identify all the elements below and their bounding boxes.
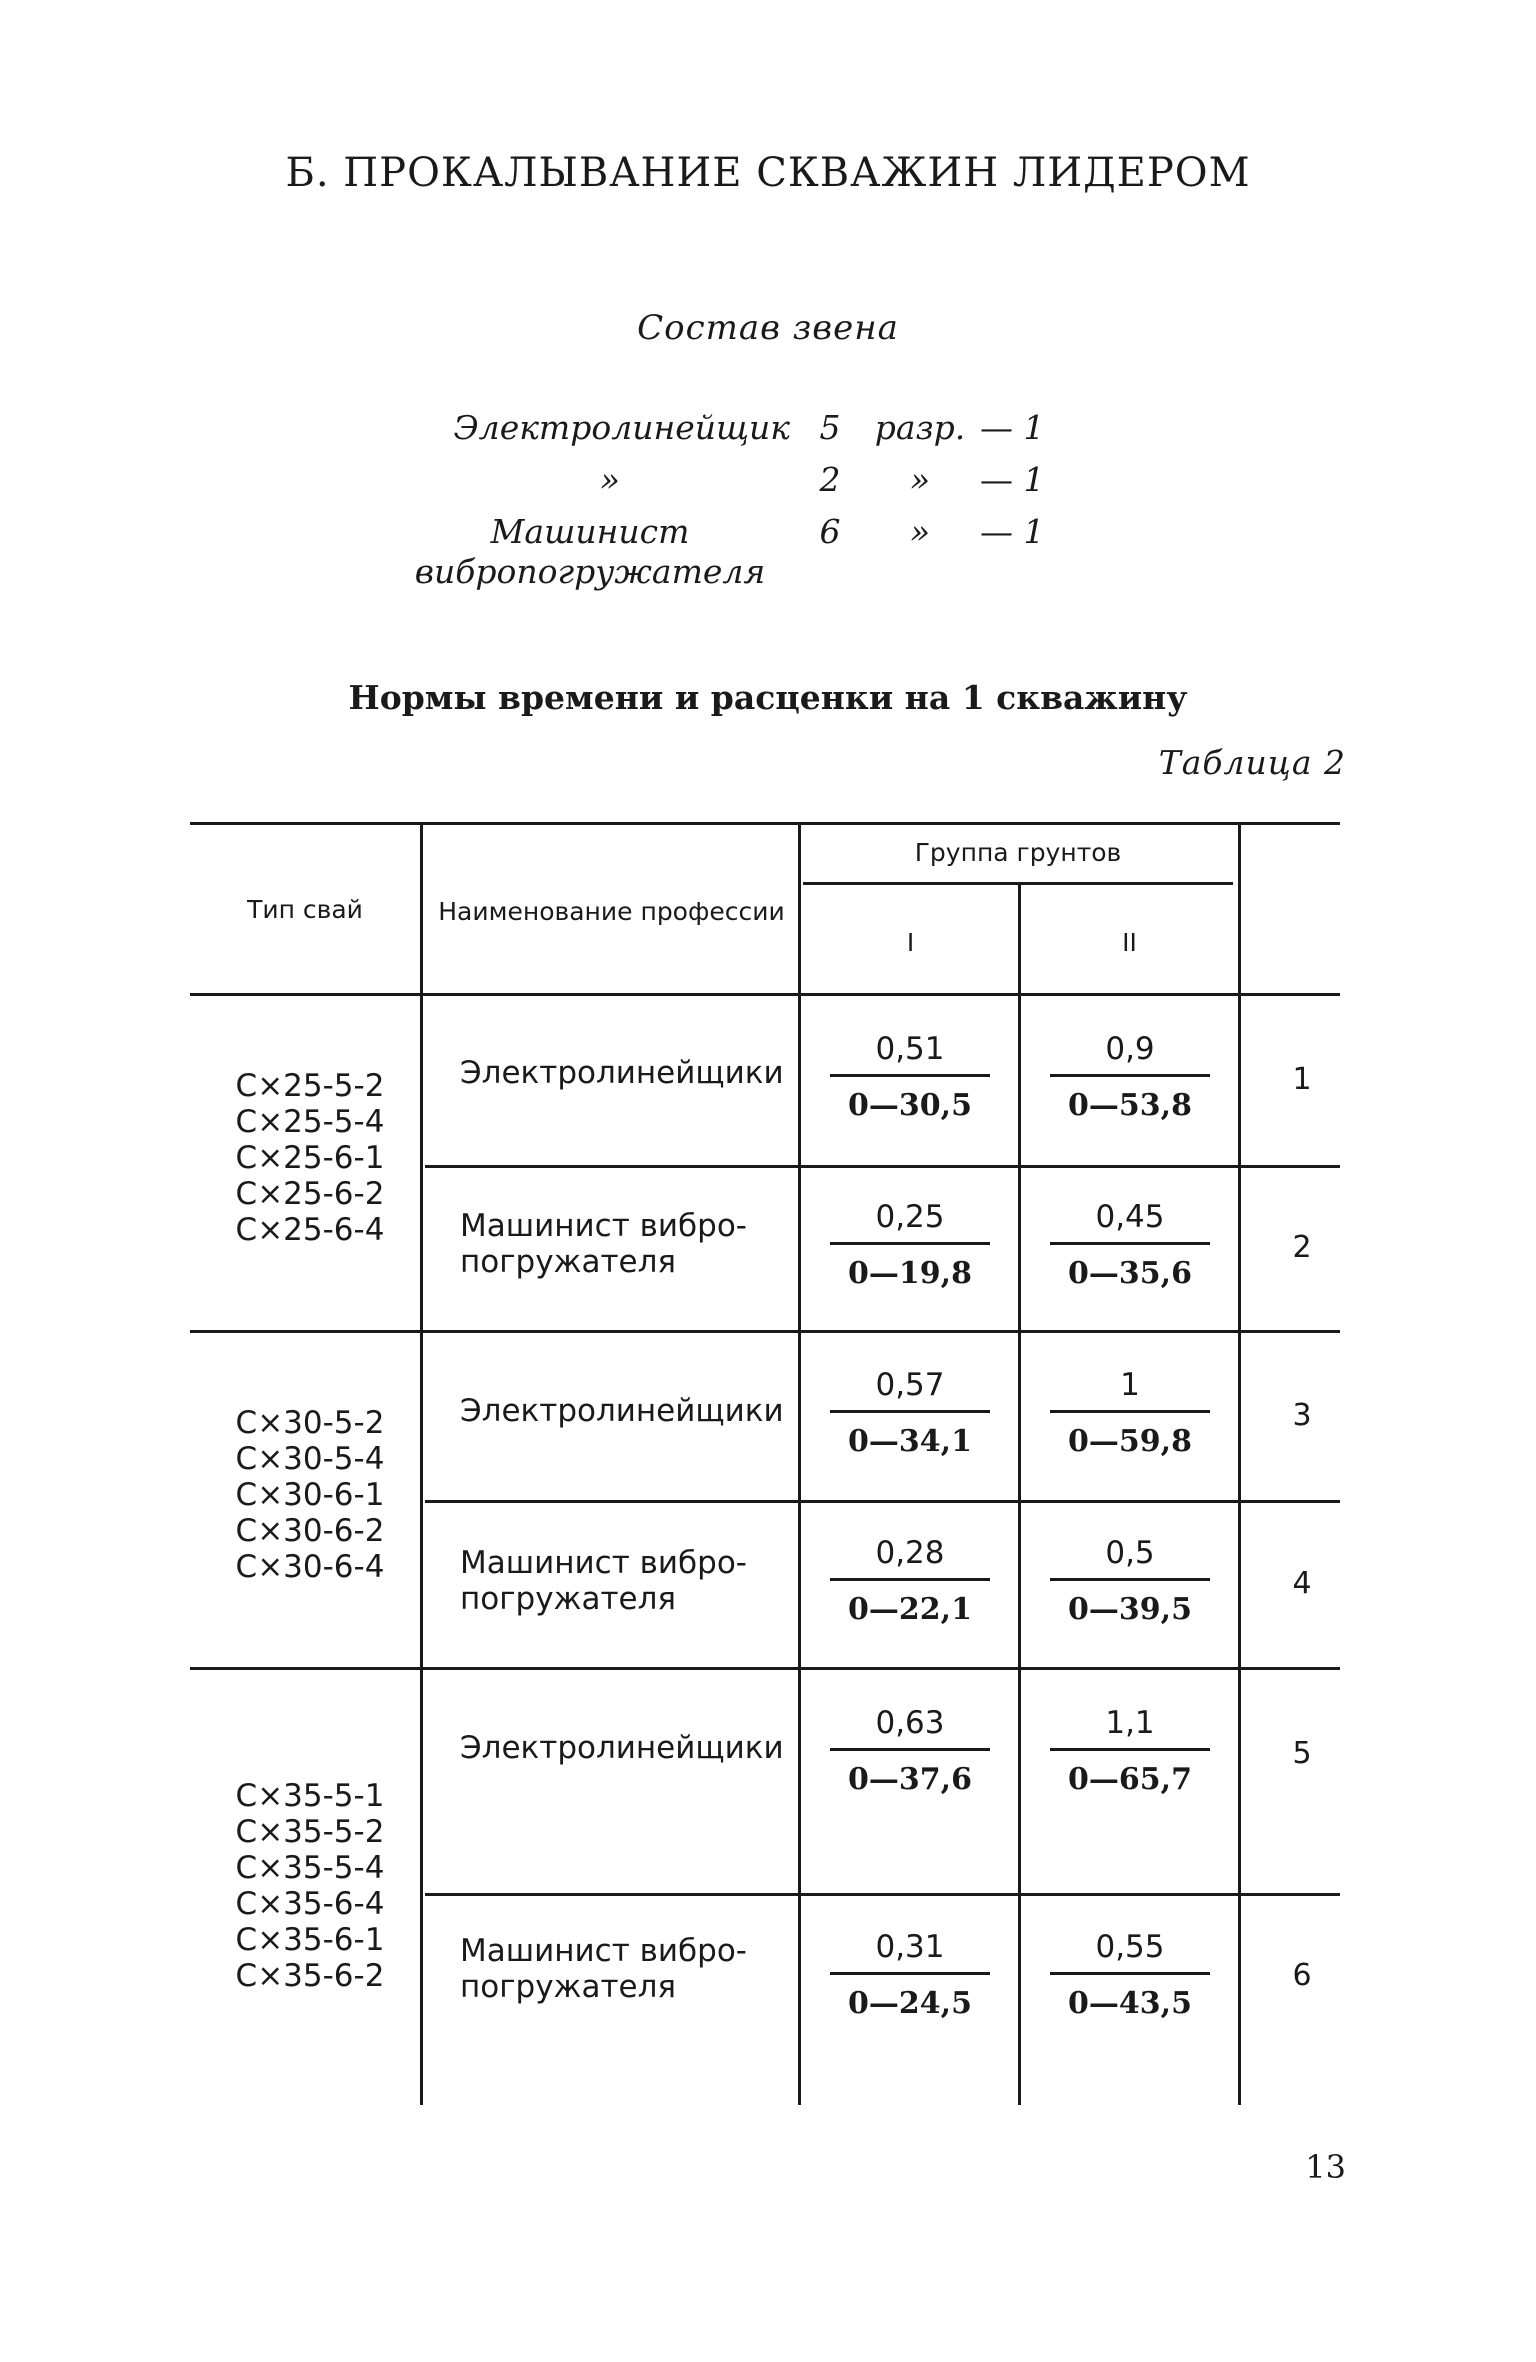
crew-title: Состав звена bbox=[637, 308, 899, 348]
rate-cell bbox=[830, 1028, 990, 1127]
pile-type: С×35-5-2 bbox=[235, 1814, 385, 1850]
pile-type: С×25-6-2 bbox=[235, 1176, 385, 1212]
pile-types-block-1 bbox=[210, 1068, 410, 1248]
crew-unit: » bbox=[909, 460, 931, 499]
profession-cell: Электролинейщики bbox=[460, 1730, 784, 1766]
row-number: 5 bbox=[1292, 1736, 1312, 1771]
pile-types-block-2 bbox=[210, 1405, 410, 1585]
rate-cell bbox=[830, 1196, 990, 1295]
pile-type: С×35-6-2 bbox=[235, 1958, 385, 1994]
price: 0—59,8 bbox=[1068, 1424, 1192, 1459]
pile-type: С×25-5-2 bbox=[235, 1068, 385, 1104]
header-bottom-rule bbox=[190, 993, 1340, 996]
time-norm: 1,1 bbox=[1105, 1705, 1155, 1741]
row-number: 3 bbox=[1292, 1398, 1312, 1433]
crew-count: — 1 bbox=[980, 408, 1045, 447]
crew-count: — 1 bbox=[980, 512, 1045, 551]
profession-cell: Машинист вибро- погружателя bbox=[460, 1545, 747, 1617]
rate-cell bbox=[1050, 1532, 1210, 1631]
crew-grade: 2 bbox=[819, 460, 841, 499]
row-number: 6 bbox=[1292, 1958, 1312, 1993]
rate-cell bbox=[830, 1926, 990, 2025]
block-divider bbox=[190, 1330, 1340, 1333]
pile-type: С×35-6-4 bbox=[235, 1886, 385, 1922]
crew-grade: 5 bbox=[819, 408, 841, 447]
rate-cell bbox=[830, 1532, 990, 1631]
pile-type: С×35-5-1 bbox=[235, 1778, 385, 1814]
pile-type: С×30-6-2 bbox=[235, 1513, 385, 1549]
price: 0—22,1 bbox=[848, 1592, 972, 1627]
rate-cell bbox=[830, 1702, 990, 1801]
pile-type: С×30-5-2 bbox=[235, 1405, 385, 1441]
pile-type: С×35-5-4 bbox=[235, 1850, 385, 1886]
row-number: 2 bbox=[1292, 1230, 1312, 1265]
profession-cell: Электролинейщики bbox=[460, 1055, 784, 1091]
rate-cell bbox=[1050, 1196, 1210, 1295]
header-pile-type: Тип свай bbox=[247, 895, 363, 924]
rate-cell bbox=[1050, 1028, 1210, 1127]
time-norm: 0,55 bbox=[1095, 1929, 1165, 1965]
pile-type: С×30-6-1 bbox=[235, 1477, 385, 1513]
price: 0—37,6 bbox=[848, 1762, 972, 1797]
time-norm: 0,57 bbox=[875, 1367, 945, 1403]
table-subtitle: Нормы времени и расценки на 1 скважину bbox=[348, 678, 1188, 717]
time-norm: 0,45 bbox=[1095, 1199, 1165, 1235]
price: 0—39,5 bbox=[1068, 1592, 1192, 1627]
crew-count: — 1 bbox=[980, 460, 1045, 499]
crew-name: Электролинейщик bbox=[453, 408, 790, 447]
crew-unit: » bbox=[909, 512, 931, 551]
price: 0—53,8 bbox=[1068, 1088, 1192, 1123]
header-group-1: I bbox=[906, 928, 915, 957]
header-profession: Наименование профессии bbox=[438, 897, 785, 926]
profession-cell: Машинист вибро- погружателя bbox=[460, 1933, 747, 2005]
pile-type: С×25-5-4 bbox=[235, 1104, 385, 1140]
crew-name: Машинист вибропогружателя bbox=[414, 512, 766, 591]
row-divider bbox=[425, 1165, 1340, 1168]
table-top-rule bbox=[190, 822, 1340, 825]
crew-grade: 6 bbox=[819, 512, 841, 551]
page-number: 13 bbox=[1305, 2148, 1346, 2186]
section-heading: Б. ПРОКАЛЫВАНИЕ СКВАЖИН ЛИДЕРОМ bbox=[285, 150, 1251, 196]
time-norm: 0,5 bbox=[1105, 1535, 1155, 1571]
row-divider bbox=[425, 1893, 1340, 1896]
pile-type: С×30-5-4 bbox=[235, 1441, 385, 1477]
table-label: Таблица 2 bbox=[1158, 743, 1346, 782]
row-number: 1 bbox=[1292, 1062, 1312, 1097]
time-norm: 0,28 bbox=[875, 1535, 945, 1571]
price: 0—35,6 bbox=[1068, 1256, 1192, 1291]
time-norm: 0,63 bbox=[875, 1705, 945, 1741]
price: 0—34,1 bbox=[848, 1424, 972, 1459]
price: 0—43,5 bbox=[1068, 1986, 1192, 2021]
time-norm: 0,31 bbox=[875, 1929, 945, 1965]
rate-cell bbox=[1050, 1364, 1210, 1463]
price: 0—24,5 bbox=[848, 1986, 972, 2021]
time-norm: 0,51 bbox=[875, 1031, 945, 1067]
header-soil-group: Группа грунтов bbox=[914, 838, 1122, 867]
crew-name: » bbox=[599, 460, 620, 499]
pile-type: С×25-6-1 bbox=[235, 1140, 385, 1176]
pile-type: С×25-6-4 bbox=[235, 1212, 385, 1248]
pile-type: С×30-6-4 bbox=[235, 1549, 385, 1585]
col-divider bbox=[1018, 882, 1021, 2105]
col-divider bbox=[1238, 822, 1241, 2105]
block-divider bbox=[190, 1667, 1340, 1670]
header-group-2: II bbox=[1122, 928, 1137, 957]
price: 0—65,7 bbox=[1068, 1762, 1192, 1797]
rate-cell bbox=[1050, 1926, 1210, 2025]
time-norm: 0,25 bbox=[875, 1199, 945, 1235]
crew-unit: разр. bbox=[874, 408, 966, 447]
profession-cell: Электролинейщики bbox=[460, 1393, 784, 1429]
rate-cell bbox=[1050, 1702, 1210, 1801]
col-divider bbox=[798, 822, 801, 2105]
profession-cell: Машинист вибро- погружателя bbox=[460, 1208, 747, 1280]
time-norm: 0,9 bbox=[1105, 1031, 1155, 1067]
row-divider bbox=[425, 1500, 1340, 1503]
row-number: 4 bbox=[1292, 1566, 1312, 1601]
price: 0—19,8 bbox=[848, 1256, 972, 1291]
price: 0—30,5 bbox=[848, 1088, 972, 1123]
pile-types-block-3 bbox=[210, 1778, 410, 1994]
time-norm: 1 bbox=[1120, 1367, 1140, 1403]
col-divider bbox=[420, 822, 423, 2105]
rate-cell bbox=[830, 1364, 990, 1463]
pile-type: С×35-6-1 bbox=[235, 1922, 385, 1958]
